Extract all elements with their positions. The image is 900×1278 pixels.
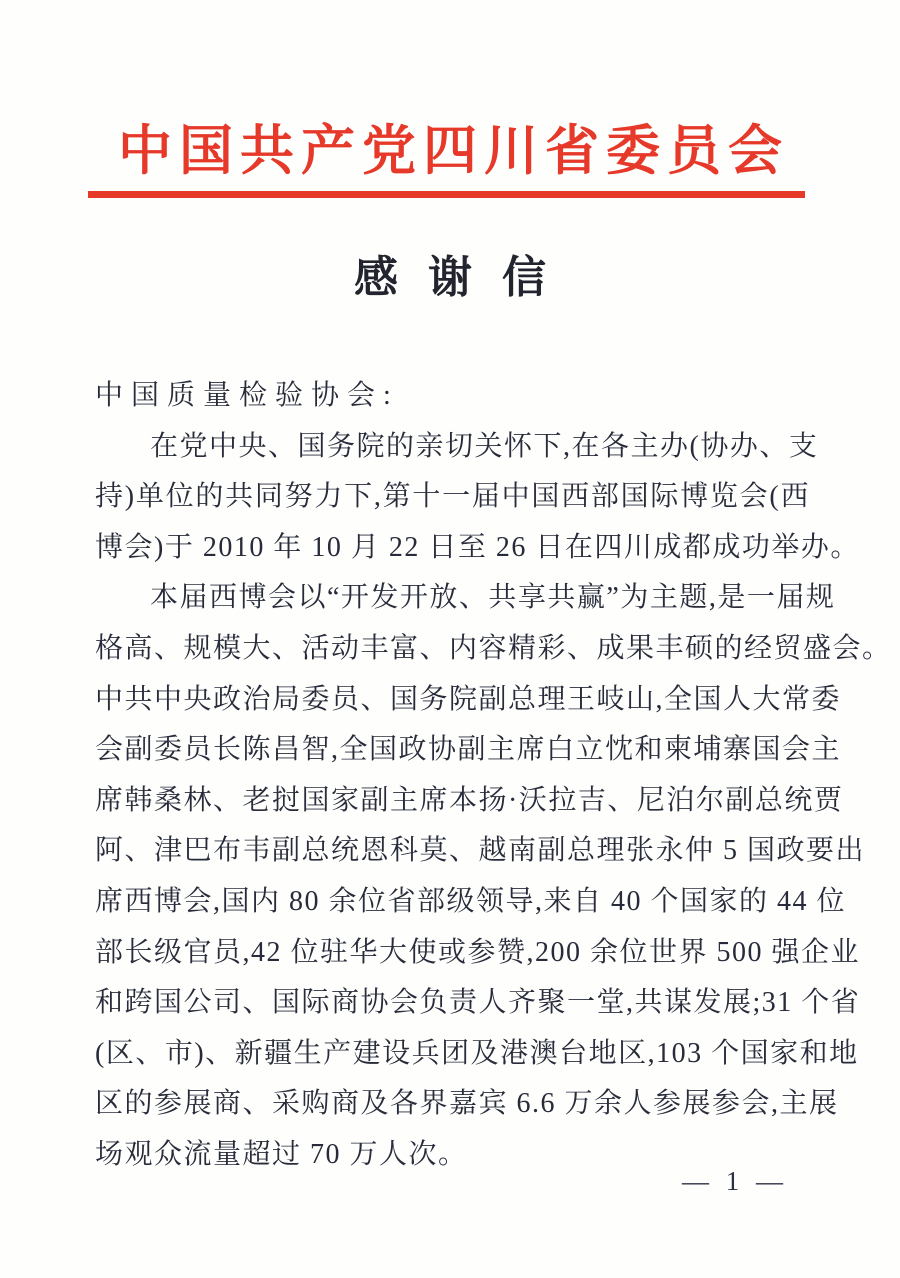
body-line: 中共中央政治局委员、国务院副总理王岐山,全国人大常委: [95, 683, 842, 715]
body-line: 格高、规模大、活动丰富、内容精彩、成果丰硕的经贸盛会。: [95, 632, 892, 664]
body-line: 博会)于 2010 年 10 月 22 日至 26 日在四川成都成功举办。: [95, 531, 860, 563]
body-line: 会副委员长陈昌智,全国政协副主席白立忱和柬埔寨国会主: [95, 734, 842, 766]
body-line: 持)单位的共同努力下,第十一届中国西部国际博览会(西: [95, 481, 810, 513]
letter-body: [95, 371, 892, 1181]
letter-title: 感谢信: [354, 253, 576, 302]
body-line: 中国质量检验协会:: [95, 380, 399, 411]
letterhead: [0, 0, 900, 198]
body-line: 本届西博会以“开发开放、共享共赢”为主题,是一届规: [150, 582, 836, 614]
body-line: (区、市)、新疆生产建设兵团及港澳台地区,103 个国家和地: [95, 1037, 859, 1069]
body-line: 场观众流量超过 70 万人次。: [95, 1138, 468, 1170]
letterhead-org-name: 中国共产党四川省委员会: [118, 121, 789, 181]
body-line: 部长级官员,42 位驻华大使或参赞,200 余位世界 500 强企业: [95, 936, 861, 968]
letterhead-rule: [88, 191, 805, 198]
body-line: 在党中央、国务院的亲切关怀下,在各主办(协办、支: [150, 430, 819, 462]
page-footer: [682, 1166, 788, 1197]
body-line: 席韩桑林、老挝国家副主席本扬·沃拉吉、尼泊尔副总统贾: [95, 784, 844, 816]
body-line: 阿、津巴布韦副总统恩科莫、越南副总理张永仲 5 国政要出: [95, 835, 866, 867]
body-line: 区的参展商、采购商及各界嘉宾 6.6 万余人参展参会,主展: [95, 1088, 839, 1120]
body-line: 席西博会,国内 80 余位省部级领导,来自 40 个国家的 44 位: [95, 885, 847, 917]
body-line: 和跨国公司、国际商协会负责人齐聚一堂,共谋发展;31 个省: [95, 987, 861, 1019]
page-number: — 1 —: [682, 1166, 788, 1196]
